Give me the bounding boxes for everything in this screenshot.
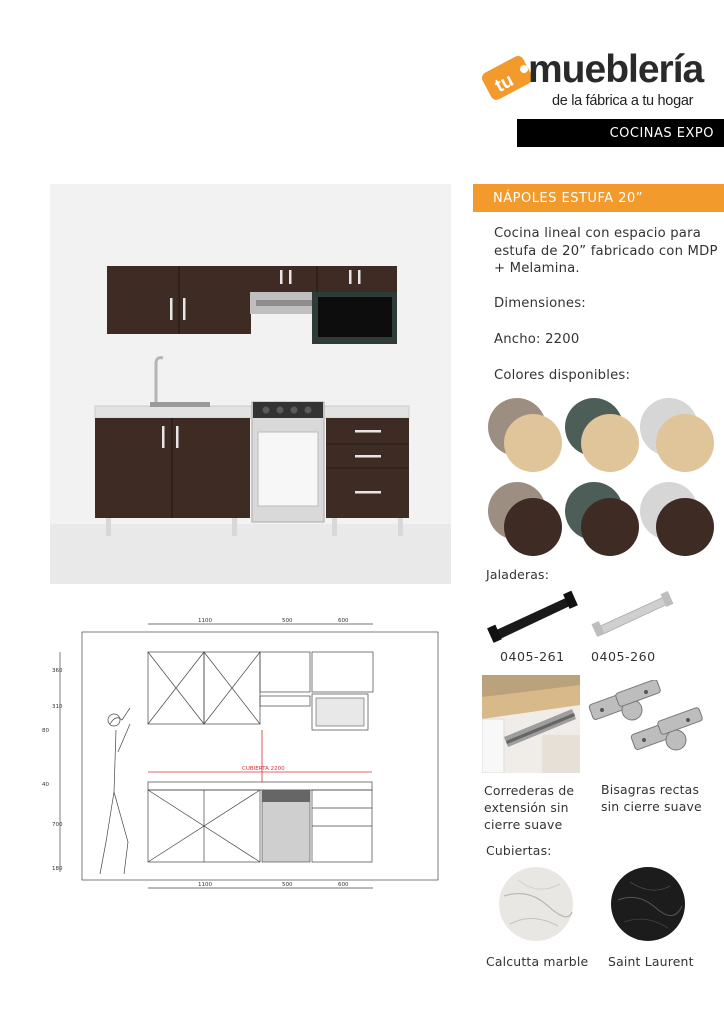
- brand-name: mueblería: [528, 48, 704, 91]
- brand-badge-text: tu: [491, 69, 518, 97]
- black-handle-icon: [486, 586, 580, 646]
- handles-label: Jaladeras:: [486, 567, 550, 582]
- countertop-name: Calcutta marble: [486, 954, 589, 969]
- dim-label: 310: [52, 704, 63, 710]
- calcutta-marble-swatch: [498, 866, 574, 942]
- product-description: Cocina lineal con espacio para estufa de 20” fabricado con MDP + Melamina.: [494, 226, 718, 276]
- silver-handle-icon: [590, 586, 676, 642]
- dimensions-label: Dimensiones:: [494, 296, 586, 311]
- swatch-dark-wood: [504, 498, 562, 556]
- brand-tagline: de la fábrica a tu hogar: [552, 93, 694, 109]
- dim-label: 700: [52, 822, 63, 828]
- countertop-dim-label: CUBIERTA 2200: [242, 766, 285, 772]
- hinges-image: [586, 680, 706, 760]
- category-label: COCINAS EXPO: [609, 125, 714, 141]
- width-label: Ancho: 2200: [494, 332, 580, 347]
- dim-label: 600: [338, 618, 349, 624]
- countertops-label: Cubiertas:: [486, 843, 552, 858]
- swatch-oak: [656, 414, 714, 472]
- dim-label: 500: [282, 618, 293, 624]
- swatch-dark-wood: [581, 498, 639, 556]
- dim-label: 500: [282, 882, 293, 888]
- slides-caption: Correderas de extensión sin cierre suave: [484, 783, 575, 832]
- hinges-caption: Bisagras rectas sin cierre suave: [601, 782, 702, 814]
- dim-label: 360: [52, 668, 63, 674]
- saint-laurent-swatch: [610, 866, 686, 942]
- kitchen-illustration: [50, 184, 451, 584]
- handle-code: 0405-261: [500, 649, 565, 664]
- colors-label: Colores disponibles:: [494, 368, 631, 383]
- dim-label: 600: [338, 882, 349, 888]
- swatch-oak: [504, 414, 562, 472]
- dim-label: 1100: [198, 618, 212, 624]
- handle-code: 0405-260: [591, 649, 656, 664]
- drawer-slide-image: [482, 675, 580, 773]
- swatch-oak: [581, 414, 639, 472]
- dim-label: 40: [42, 782, 49, 788]
- technical-drawing: [40, 612, 452, 902]
- countertop-name: Saint Laurent: [608, 954, 694, 969]
- color-swatches: [486, 396, 724, 556]
- kitchen-photo: [50, 184, 451, 584]
- product-title: NÁPOLES ESTUFA 20”: [493, 190, 644, 206]
- dim-label: 1100: [198, 882, 212, 888]
- swatch-dark-wood: [656, 498, 714, 556]
- product-title-banner: [473, 184, 724, 212]
- dim-label: 180: [52, 866, 63, 872]
- category-banner: [517, 119, 724, 147]
- dim-label: 80: [42, 728, 49, 734]
